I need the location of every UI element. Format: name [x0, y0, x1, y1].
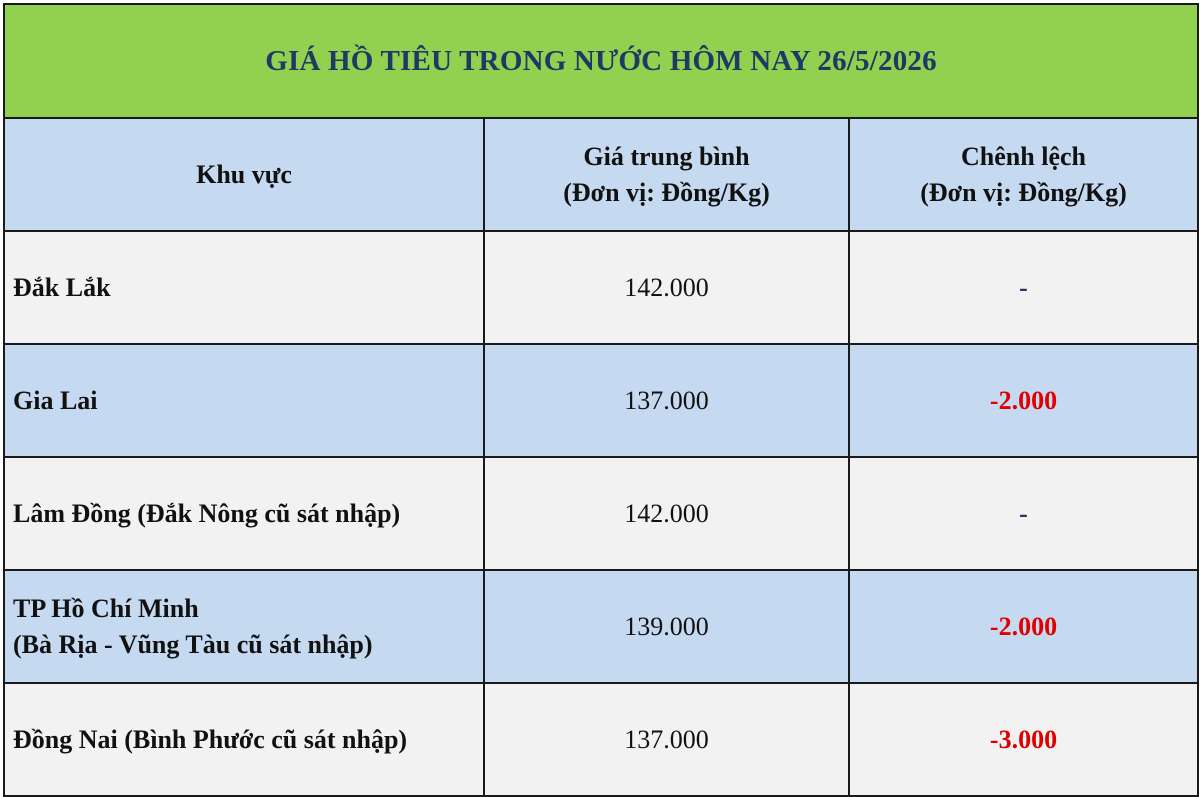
diff-cell: -	[849, 457, 1198, 570]
table-title: GIÁ HỒ TIÊU TRONG NƯỚC HÔM NAY 26/5/2026	[4, 4, 1198, 118]
diff-cell: -	[849, 231, 1198, 344]
region-name: Đồng Nai (Bình Phước cũ sát nhập)	[13, 724, 408, 754]
table-row	[4, 683, 1198, 796]
diff-cell: -3.000	[849, 683, 1198, 796]
header-row	[4, 118, 1198, 231]
header-diff-label: Chênh lệch	[961, 141, 1086, 171]
table-row	[4, 231, 1198, 344]
region-cell	[4, 344, 484, 457]
pepper-price-table	[3, 3, 1199, 797]
price-cell: 139.000	[484, 570, 849, 683]
price-cell: 142.000	[484, 231, 849, 344]
price-cell: 142.000	[484, 457, 849, 570]
price-cell: 137.000	[484, 344, 849, 457]
header-price-label: Giá trung bình	[583, 141, 750, 171]
header-price	[484, 118, 849, 231]
header-diff-unit: (Đơn vị: Đồng/Kg)	[920, 177, 1127, 207]
diff-cell: -2.000	[849, 344, 1198, 457]
region-cell	[4, 231, 484, 344]
region-name: Đắk Lắk	[13, 272, 111, 302]
region-note: (Bà Rịa - Vũng Tàu cũ sát nhập)	[13, 629, 373, 659]
region-name: Lâm Đồng (Đắk Nông cũ sát nhập)	[13, 498, 401, 528]
header-region	[4, 118, 484, 231]
region-name: Gia Lai	[13, 385, 98, 415]
header-region-label: Khu vực	[196, 159, 292, 189]
region-cell	[4, 683, 484, 796]
table-row	[4, 570, 1198, 683]
region-cell	[4, 570, 484, 683]
diff-cell: -2.000	[849, 570, 1198, 683]
title-row	[4, 4, 1198, 118]
table-row	[4, 457, 1198, 570]
header-price-unit: (Đơn vị: Đồng/Kg)	[563, 177, 770, 207]
table-row	[4, 344, 1198, 457]
region-name: TP Hồ Chí Minh	[13, 593, 199, 623]
region-cell	[4, 457, 484, 570]
header-diff	[849, 118, 1198, 231]
price-cell: 137.000	[484, 683, 849, 796]
